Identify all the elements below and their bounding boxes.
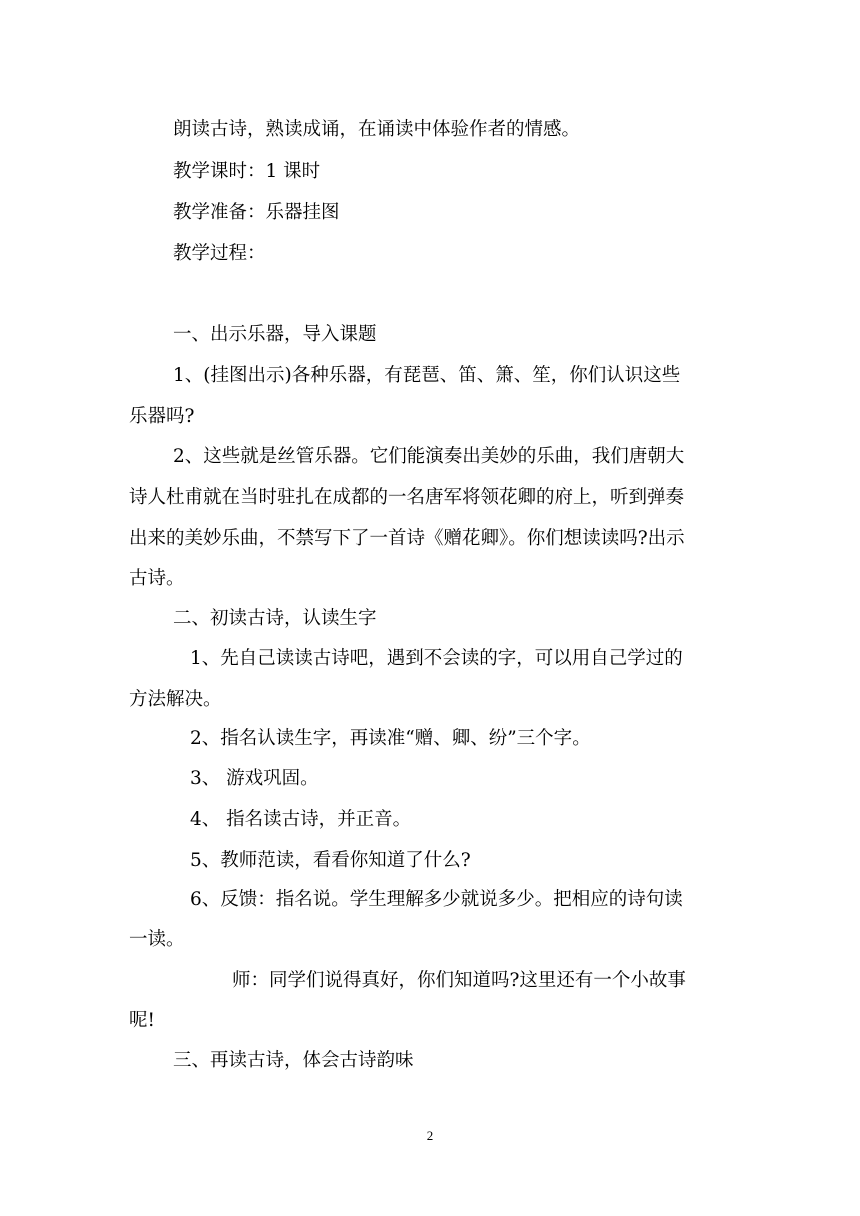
paragraph-process-heading: 教学过程：	[173, 243, 266, 264]
paragraph-2-4: 4、 指名读古诗，并正音。	[190, 809, 412, 830]
section-heading-3: 三、再读古诗，体会古诗韵味	[173, 1050, 414, 1071]
paragraph-2-1-line-1: 1、先自己读读古诗吧，遇到不会读的字，可以用自己学过的	[190, 648, 683, 669]
paragraph-2-1-line-2: 方法解决。	[129, 689, 222, 710]
paragraph-1-2-line-2: 诗人杜甫就在当时驻扎在成都的一名唐军将领花卿的府上，听到弹奏	[129, 487, 685, 508]
paragraph-objective: 朗读古诗，熟读成诵，在诵读中体验作者的情感。	[173, 119, 581, 140]
paragraph-2-3: 3、 游戏巩固。	[190, 768, 319, 789]
section-heading-2: 二、初读古诗，认读生字	[173, 608, 377, 629]
paragraph-2-5: 5、教师范读，看看你知道了什么?	[190, 850, 471, 871]
paragraph-teacher-line-1: 师：同学们说得真好，你们知道吗?这里还有一个小故事	[232, 970, 686, 991]
section-heading-1: 一、出示乐器，导入课题	[173, 324, 377, 345]
paragraph-2-2: 2、指名认读生字，再读准“赠、卿、纷”三个字。	[190, 728, 591, 749]
paragraph-preparation: 教学准备：乐器挂图	[173, 202, 340, 223]
paragraph-1-1-line-1: 1、(挂图出示)各种乐器，有琵琶、笛、箫、笙，你们认识这些	[173, 365, 681, 386]
page-number: 2	[426, 1128, 434, 1143]
paragraph-2-6-line-1: 6、反馈：指名说。学生理解多少就说多少。把相应的诗句读	[190, 889, 683, 910]
paragraph-1-1-line-2: 乐器吗?	[129, 406, 195, 427]
paragraph-2-6-line-2: 一读。	[129, 929, 185, 950]
paragraph-class-hours: 教学课时：1 课时	[173, 161, 321, 182]
paragraph-teacher-line-2: 呢!	[129, 1010, 155, 1031]
paragraph-1-2-line-1: 2、这些就是丝管乐器。它们能演奏出美妙的乐曲，我们唐朝大	[173, 446, 685, 467]
paragraph-1-2-line-3: 出来的美妙乐曲，不禁写下了一首诗《赠花卿》。你们想读读吗?出示	[129, 528, 685, 549]
paragraph-1-2-line-4: 古诗。	[129, 568, 185, 589]
